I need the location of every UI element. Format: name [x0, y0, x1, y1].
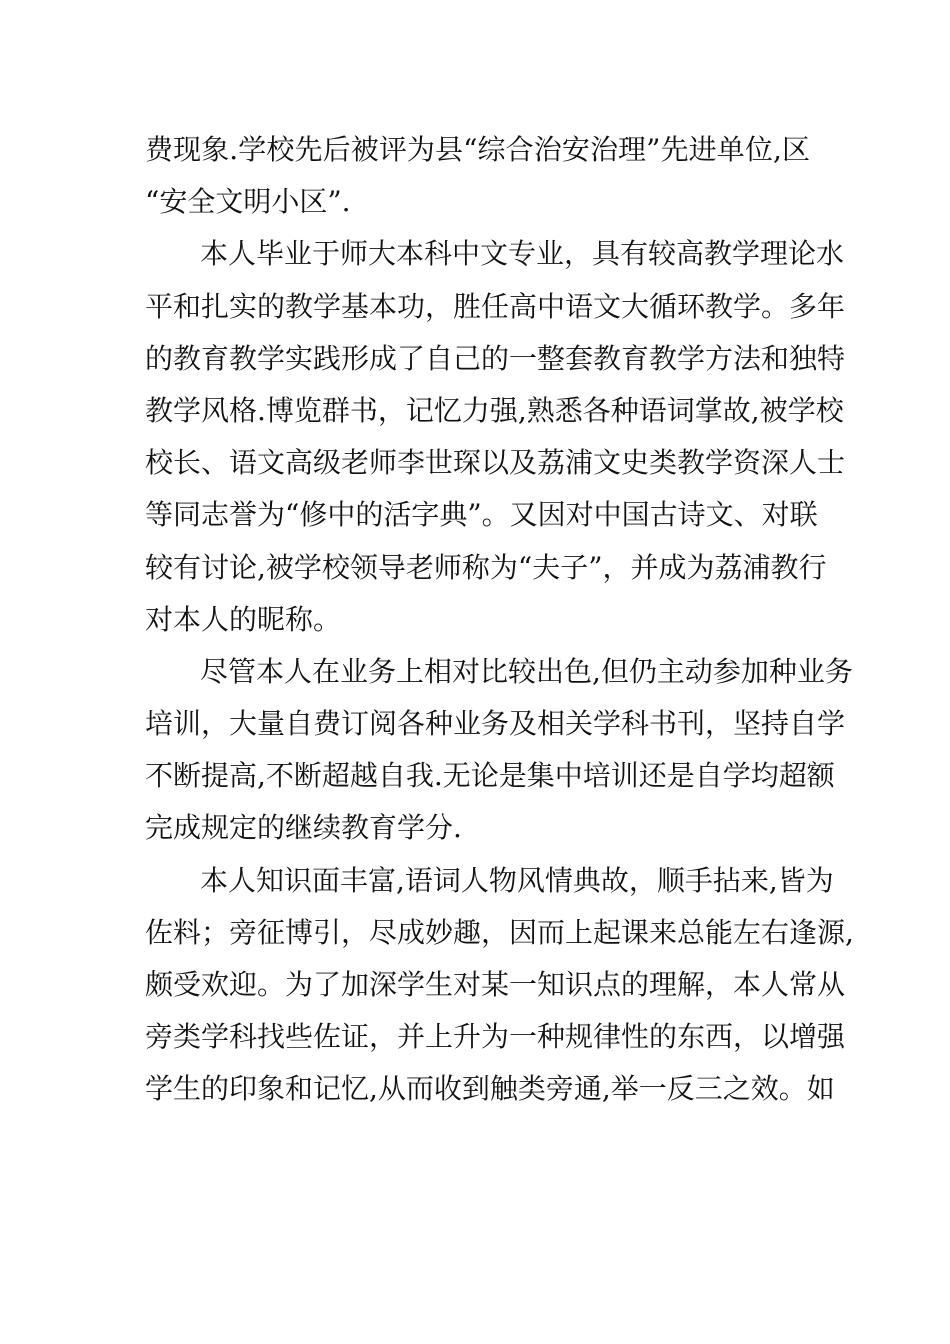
text-line: “安全文明小区”.	[145, 185, 351, 219]
text-line: 校长、语文高级老师李世琛以及荔浦文史类教学资深人士	[145, 446, 846, 480]
text-line: 对本人的昵称。	[145, 602, 342, 636]
text-line: 本人知识面丰富,语词人物风情典故，顺手拈来,皆为	[200, 863, 834, 897]
text-line: 本人毕业于师大本科中文专业，具有较高教学理论水	[200, 237, 845, 271]
text-line: 尽管本人在业务上相对比较出色,但仍主动参加种业务	[200, 654, 853, 688]
text-line: 旁类学科找些佐证，并上升为一种规律性的东西，以增强	[145, 1020, 846, 1054]
text-line: 培训，大量自费订阅各种业务及相关学科书刊，坚持自学	[145, 707, 846, 741]
text-line: 的教育教学实践形成了自己的一整套教育教学方法和独特	[145, 341, 846, 375]
text-line: 不断提高,不断超越自我.无论是集中培训还是自学均超额	[145, 759, 835, 793]
text-line: 学生的印象和记忆,从而收到触类旁通,举一反三之效。如	[145, 1072, 835, 1106]
text-line: 颇受欢迎。为了加深学生对某一知识点的理解，本人常从	[145, 968, 846, 1001]
text-line: 较有讨论,被学校领导老师称为“夫子”，并成为荔浦教行	[145, 550, 827, 584]
body-text	[145, 124, 854, 1116]
text-line: 等同志誉为“修中的活字典”。又因对中国古诗文、对联	[145, 498, 818, 532]
text-line: 完成规定的继续教育学分.	[145, 811, 462, 845]
text-line: 教学风格.博览群书，记忆力强,熟悉各种语词掌故,被学校	[145, 393, 844, 427]
text-line: 佐料；旁征博引，尽成妙趣，因而上起课来总能左右逢源,	[145, 915, 854, 949]
text-line: 费现象.学校先后被评为县“综合治安治理”先进单位,区	[145, 133, 810, 166]
text-line: 平和扎实的教学基本功，胜任高中语文大循环教学。多年	[145, 289, 846, 323]
